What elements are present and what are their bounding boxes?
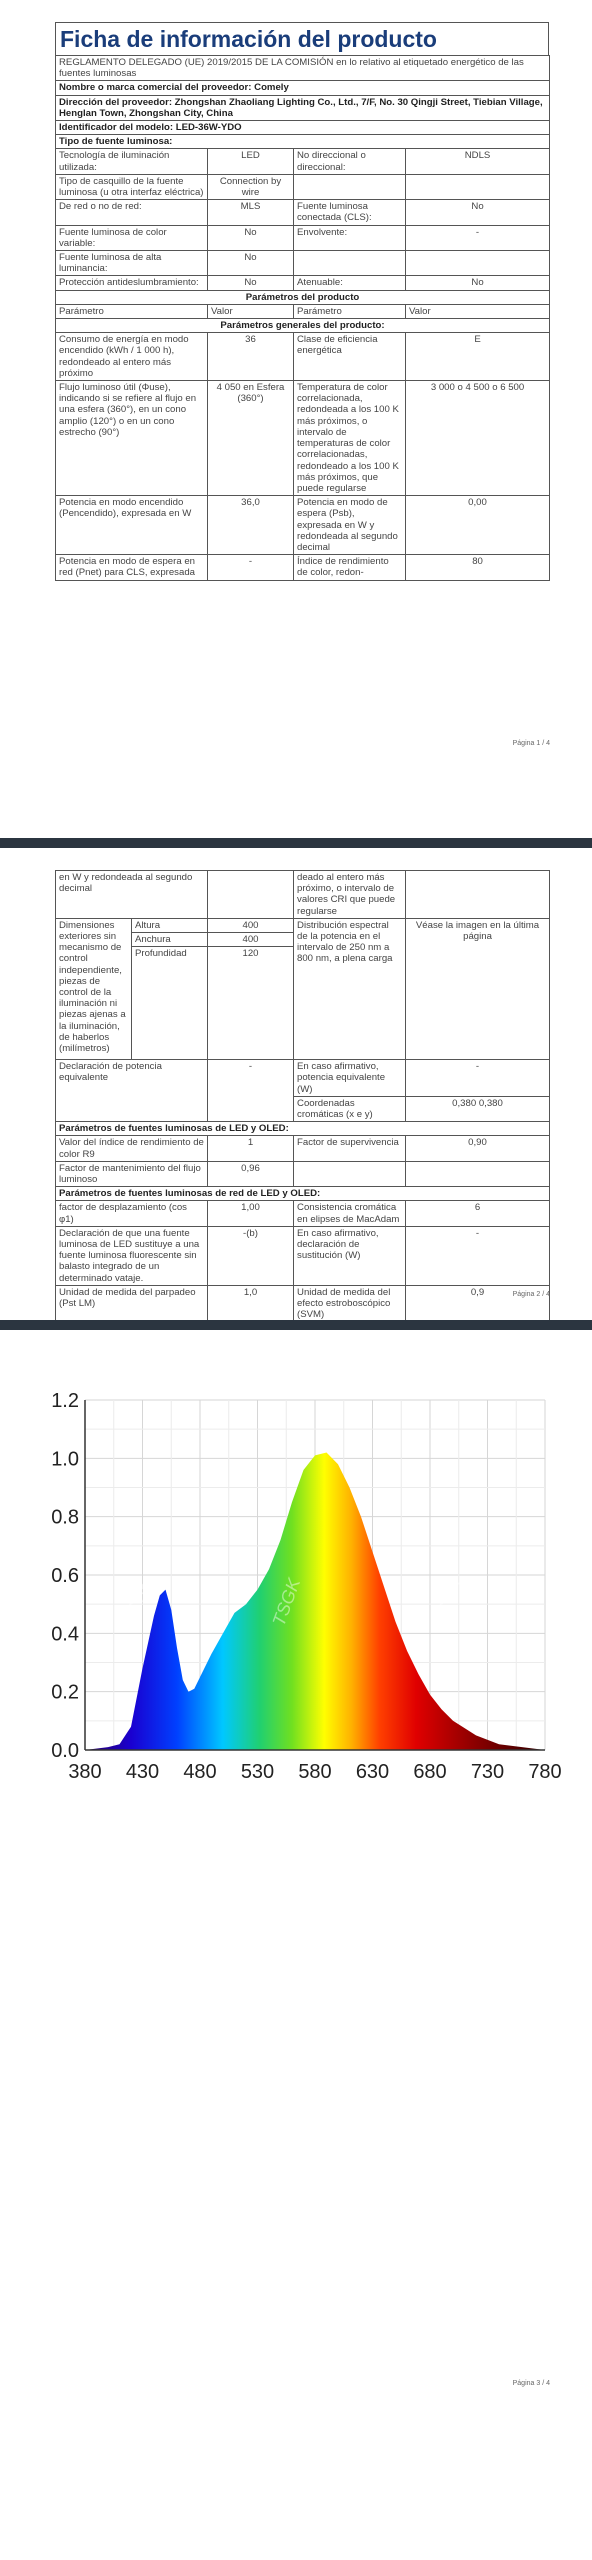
- param-label: Valor del índice de rendimiento de color R9: [56, 1136, 208, 1161]
- param-label: [294, 174, 406, 199]
- param-value: 80: [406, 555, 550, 580]
- param-label: deado al entero más próximo, o intervalo de valores CRI que puede regularse: [294, 871, 406, 919]
- page-2: [0, 848, 592, 1320]
- param-value: 1,0: [208, 1285, 294, 1322]
- table-row: [56, 174, 550, 199]
- table-row: [56, 555, 550, 580]
- x-tick-label: 480: [183, 1761, 217, 1783]
- param-label: Consumo de energía en modo encendido (kWh / 1 000 h), redondeado al entero más próximo: [56, 333, 208, 381]
- param-label: [294, 1161, 406, 1186]
- watermark: TSGK: [268, 1575, 305, 1629]
- equivalent-power-label: Declaración de potencia equivalente: [56, 1060, 208, 1122]
- param-label: Factor de mantenimiento del flujo luminoso: [56, 1161, 208, 1186]
- table-row: [56, 1136, 550, 1161]
- table-row: [56, 200, 550, 225]
- param-label: Flujo luminoso útil (Φuse), indicando si se refiere al flujo en una esfera (360°), en un cono amplio (120°) o en un cono estrecho (90°): [56, 381, 208, 496]
- param-value: No: [406, 200, 550, 225]
- param-value: 36: [208, 333, 294, 381]
- x-tick-label: 580: [298, 1761, 332, 1783]
- param-value: 0,9: [406, 1285, 550, 1322]
- page-1: [0, 0, 592, 838]
- page-separator: [0, 1320, 592, 1330]
- dim-key: Altura: [132, 918, 208, 932]
- table-row: [56, 149, 550, 174]
- supplier-address: Dirección del proveedor: Zhongshan Zhaoliang Lighting Co., Ltd., 7/F, No. 30 Qingji Street, Tiebian Village, Henglan Town, Zhongshan City, China: [56, 95, 550, 120]
- spectral-distribution-chart: [40, 1380, 560, 1820]
- param-label: Envolvente:: [294, 225, 406, 250]
- param-label: Declaración de que una fuente luminosa de LED sustituye a una fuente luminosa fluorescente sin balasto integrado de un determinado vataje.: [56, 1226, 208, 1285]
- y-tick-label: 0.0: [51, 1740, 79, 1762]
- brand-label: Nombre o marca comercial del proveedor: Comely: [56, 81, 550, 95]
- chromaticity-value: 0,380 0,380: [406, 1096, 550, 1121]
- param-value: E: [406, 333, 550, 381]
- table-row: [56, 276, 550, 290]
- param-value: No: [208, 276, 294, 290]
- page-number: Página 3 / 4: [512, 2380, 550, 2387]
- param-value: [406, 251, 550, 276]
- equivalent-power-value: -: [208, 1060, 294, 1122]
- dimensions-label: Dimensiones exteriores sin mecanismo de control independiente, piezas de control de la iluminación ni piezas ajenas a la iluminación, de haberlos (milímetros): [56, 918, 132, 1059]
- spectral-label: Distribución espectral de la potencia en el intervalo de 250 nm a 800 nm, a plena carga: [294, 918, 406, 1059]
- param-label: Tecnología de iluminación utilizada:: [56, 149, 208, 174]
- param-label: [294, 251, 406, 276]
- param-value: Connection by wire: [208, 174, 294, 199]
- param-value: -: [406, 1226, 550, 1285]
- param-value: 0,00: [406, 496, 550, 555]
- x-tick-label: 380: [68, 1761, 102, 1783]
- dim-key: Profundidad: [132, 947, 208, 1060]
- param-label: Consistencia cromática en elipses de MacAdam: [294, 1201, 406, 1226]
- param-value: 3 000 o 4 500 o 6 500: [406, 381, 550, 496]
- param-value: 36,0: [208, 496, 294, 555]
- info-table-continued: [55, 870, 550, 1322]
- dim-key: Anchura: [132, 933, 208, 947]
- param-label: Protección antideslumbramiento:: [56, 276, 208, 290]
- param-label: Fuente luminosa de alta luminancia:: [56, 251, 208, 276]
- param-value: [208, 871, 294, 919]
- page-title: Ficha de información del producto: [55, 22, 549, 55]
- x-tick-label: 730: [470, 1761, 505, 1783]
- page-number: Página 2 / 4: [512, 1291, 550, 1298]
- table-row: [56, 1161, 550, 1186]
- table-row: [56, 1226, 550, 1285]
- param-label: Fuente luminosa de color variable:: [56, 225, 208, 250]
- mains-params-heading: Parámetros de fuentes luminosas de red de LED y OLED:: [56, 1187, 550, 1201]
- param-label: Unidad de medida del efecto estroboscópico (SVM): [294, 1285, 406, 1322]
- y-tick-label: 0.8: [51, 1506, 79, 1529]
- param-label: Atenuable:: [294, 276, 406, 290]
- spectral-value: Véase la imagen en la última página: [406, 918, 550, 1059]
- param-value: [406, 1161, 550, 1186]
- table-row: [56, 225, 550, 250]
- param-value: 0,96: [208, 1161, 294, 1186]
- regulation-text: REGLAMENTO DELEGADO (UE) 2019/2015 DE LA COMISIÓN en lo relativo al etiquetado energético de las fuentes luminosas: [56, 56, 550, 81]
- param-value: No: [406, 276, 550, 290]
- col-header-value: Valor: [208, 304, 294, 318]
- general-params-heading: Parámetros generales del producto:: [56, 319, 550, 333]
- spectrum-area: [85, 1453, 545, 1751]
- param-label: Tipo de casquillo de la fuente luminosa (u otra interfaz eléctrica): [56, 174, 208, 199]
- info-table: [55, 55, 550, 581]
- page-1-content: [55, 22, 549, 581]
- param-value: 1,00: [208, 1201, 294, 1226]
- x-tick-label: 680: [413, 1761, 447, 1783]
- table-row: [56, 381, 550, 496]
- param-label: Factor de supervivencia: [294, 1136, 406, 1161]
- x-tick-label: 630: [355, 1761, 390, 1783]
- table-row: [56, 251, 550, 276]
- param-label: Unidad de medida del parpadeo (Pst LM): [56, 1285, 208, 1322]
- y-tick-label: 0.2: [51, 1681, 79, 1704]
- x-tick-label: 780: [528, 1761, 562, 1783]
- table-row: [56, 1285, 550, 1322]
- dim-value: 120: [208, 947, 294, 1060]
- param-value: 6: [406, 1201, 550, 1226]
- col-header-param-2: Parámetro: [294, 304, 406, 318]
- param-label: Fuente luminosa conectada (CLS):: [294, 200, 406, 225]
- param-value: No: [208, 225, 294, 250]
- param-value: 0,90: [406, 1136, 550, 1161]
- param-value: [406, 174, 550, 199]
- led-params-heading: Parámetros de fuentes luminosas de LED y OLED:: [56, 1122, 550, 1136]
- model-identifier: Identificador del modelo: LED-36W-YDO: [56, 121, 550, 135]
- param-value: -(b): [208, 1226, 294, 1285]
- param-value: [406, 871, 550, 919]
- y-tick-label: 1.2: [51, 1390, 79, 1412]
- param-label: Clase de eficiencia energética: [294, 333, 406, 381]
- param-label: Potencia en modo encendido (Pencendido), expresada en W: [56, 496, 208, 555]
- x-tick-label: 430: [125, 1761, 160, 1783]
- param-label: De red o no de red:: [56, 200, 208, 225]
- page-2-content: [55, 870, 549, 1348]
- table-row: [56, 871, 550, 919]
- param-label: Índice de rendimiento de color, redon-: [294, 555, 406, 580]
- param-label: En caso afirmativo, declaración de sustitución (W): [294, 1226, 406, 1285]
- source-type-heading: Tipo de fuente luminosa:: [56, 135, 550, 149]
- param-value: LED: [208, 149, 294, 174]
- table-row: [56, 1201, 550, 1226]
- param-label: Potencia en modo de espera en red (Pnet) para CLS, expresada: [56, 555, 208, 580]
- equivalent-power-watts: -: [406, 1060, 550, 1097]
- param-value: 1: [208, 1136, 294, 1161]
- x-tick-label: 530: [240, 1761, 275, 1783]
- param-value: NDLS: [406, 149, 550, 174]
- watermark: TSGK: [429, 1575, 466, 1629]
- y-tick-label: 0.4: [51, 1623, 79, 1646]
- param-value: MLS: [208, 200, 294, 225]
- param-label: en W y redondeada al segundo decimal: [56, 871, 208, 919]
- param-value: 4 050 en Esfera (360°): [208, 381, 294, 496]
- param-label: No direccional o direccional:: [294, 149, 406, 174]
- param-label: Potencia en modo de espera (Psb), expresada en W y redondeada al segundo decimal: [294, 496, 406, 555]
- chromaticity-label: Coordenadas cromáticas (x e y): [294, 1096, 406, 1121]
- param-value: -: [208, 555, 294, 580]
- table-row: [56, 333, 550, 381]
- param-label: factor de desplazamiento (cos φ1): [56, 1201, 208, 1226]
- equivalent-power-question: En caso afirmativo, potencia equivalente (W): [294, 1060, 406, 1097]
- y-tick-label: 0.6: [51, 1565, 79, 1587]
- table-row: [56, 496, 550, 555]
- product-params-heading: Parámetros del producto: [56, 290, 550, 304]
- param-value: No: [208, 251, 294, 276]
- watermark: TSGK: [119, 1575, 155, 1629]
- dim-value: 400: [208, 918, 294, 932]
- dim-value: 400: [208, 933, 294, 947]
- col-header-param: Parámetro: [56, 304, 208, 318]
- y-tick-label: 1.0: [51, 1448, 79, 1471]
- page-number: Página 1 / 4: [512, 740, 550, 747]
- param-label: Temperatura de color correlacionada, redondeada a los 100 K más próximos, o intervalo de temperaturas de color correlacionadas, redondeado a los 100 K más próximos, que puede regularse: [294, 381, 406, 496]
- page-separator: [0, 838, 592, 848]
- col-header-value-2: Valor: [406, 304, 550, 318]
- param-value: -: [406, 225, 550, 250]
